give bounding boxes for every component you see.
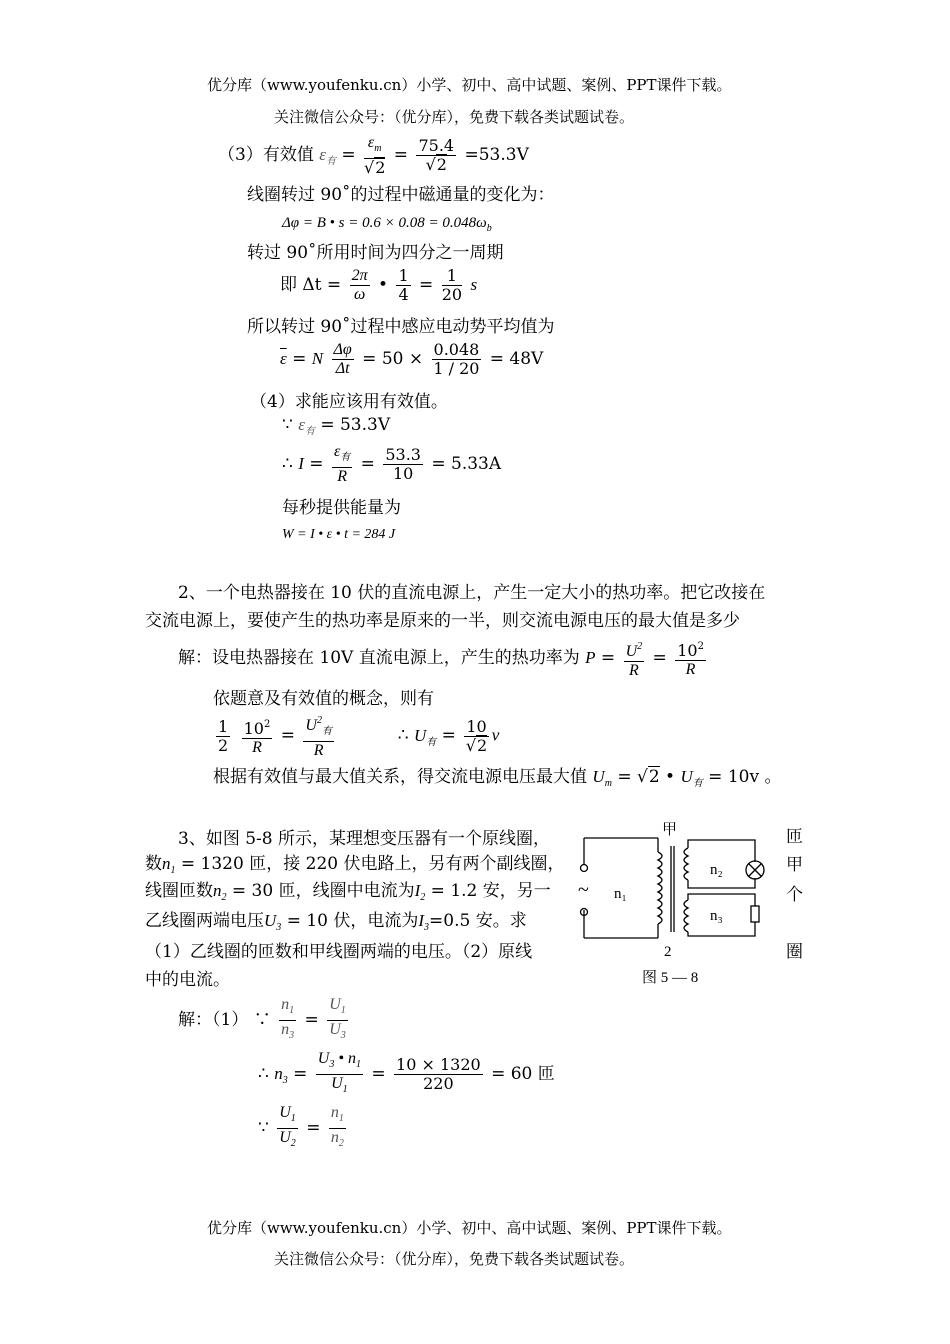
avg-result: = 48V: [489, 349, 544, 369]
label-ac: ~: [578, 879, 589, 901]
q3-line-6: 中的电流。: [145, 970, 230, 990]
q3-n3-numerator: 10 × 1320: [396, 1055, 481, 1074]
q2-line-1: 2、一个电热器接在 10 伏的直流电源上，产生一定大小的热功率。把它改接在: [178, 583, 766, 603]
q3-line-1: 3、如图 5-8 所示，某理想变压器有一个原线圈，: [178, 829, 550, 849]
q2-solution-line-2: 依题意及有效值的概念，则有: [213, 689, 434, 709]
q3-n3-result: = 60 匝: [491, 1064, 555, 1084]
q2-vmax-result: = 10v 。: [708, 767, 782, 787]
avg-mid: = 50 ×: [362, 349, 424, 369]
time-n2: 1: [398, 266, 409, 285]
p3-label: （3）有效值: [218, 145, 314, 165]
terminal-top: [581, 865, 588, 872]
avg-text: 所以转过 90˚过程中感应电动势平均值为: [247, 317, 555, 337]
q3-line-4: 乙线圈两端电压$U_3 = 10$ 伏，电流为$I_3=0.5$ 安。求: [145, 911, 527, 933]
header-line-1: 优分库（www.youfenku.cn）小学、初中、高中试题、案例、PPT课件下载。: [207, 76, 732, 94]
label-2: 2: [664, 944, 672, 960]
p4-text: （4）求能应该用有效值。: [250, 392, 448, 412]
label-n3: n₃: [710, 908, 723, 924]
q3-line-3: 线圈匝数$n_2 = 30$ 匝，线圈中电流为$I_2 = 1.2$ 安，另一: [145, 881, 551, 903]
q3-right-char-3: 个: [786, 885, 803, 905]
p3-result: =53.3V: [464, 145, 529, 165]
q2-solution-line-1: 解：设电热器接在 10V 直流电源上，产生的热功率为 P = $\frac{U^2}{R}$ = $\frac{10^2}{R}$: [178, 636, 709, 680]
effective-value-eq: （3）有效值 $\varepsilon_有$ = $\frac{\varepsilon_m}{√2}$ = $\frac{75.4}{√2}$ =53.3V: [218, 134, 529, 177]
p4-eq1: ∵ $\varepsilon_有 = 53.3V$: [282, 415, 391, 437]
time-prefix: 即 Δt =: [280, 275, 342, 295]
p3-numerator: 75.4: [418, 136, 455, 155]
avg-eq: $\overline{\varepsilon} = N$ $\frac{\Delta\varphi}{\Delta t}$ = 50 × $\frac{0.048}{1 / 20}$ = 48V: [280, 340, 544, 378]
header-line-2: 关注微信公众号：（优分库），免费下载各类试题试卷。: [274, 108, 635, 126]
q3-sol-eq3: ∵ $\frac{U_1}{U_2}$ = $\frac{n_1}{n_2}$: [258, 1104, 344, 1149]
q3-right-char-4: 圈: [786, 942, 803, 962]
q3-right-char-1: 匝: [786, 827, 803, 847]
time-d3: 20: [441, 285, 463, 304]
label-n1: n₁: [614, 886, 627, 902]
q3-line3b: = 30 匝，线圈中电流为: [231, 881, 415, 901]
footer-line-1: 优分库（www.youfenku.cn）小学、初中、高中试题、案例、PPT课件下载。: [207, 1219, 732, 1237]
flux-text: 线圈转过 90˚的过程中磁通量的变化为：: [247, 185, 555, 205]
time-n1: 2π: [351, 267, 368, 284]
label-top: 甲: [662, 822, 678, 838]
q3-sol-eq2: ∴ $n_3$ = $\frac{U_3 • n_1}{U_1}$ = $\frac{10 \times 1320}{220}$ = 60 匝: [258, 1050, 555, 1095]
time-n3: 1: [442, 267, 462, 286]
primary-coil: [658, 852, 662, 924]
time-d2: 4: [398, 285, 409, 304]
p4-result: = 5.33A: [431, 454, 502, 474]
p4-n2: 53.3: [385, 445, 421, 464]
q3-line3a: 线圈匝数: [145, 881, 213, 901]
p4-eq2: ∴ I = $\frac{\varepsilon_有}{R}$ = $\frac{53.3}{10}$ = 5.33A: [282, 443, 502, 485]
time-text: 转过 90˚所用时间为四分之一周期: [247, 243, 504, 263]
avg-d2: 1 / 20: [433, 359, 480, 378]
q3-line4b: = 10 伏，电流为: [286, 911, 419, 931]
q3-line4a: 乙线圈两端电压: [145, 911, 264, 931]
q2-line-2: 交流电源上，要使产生的热功率是原来的一半，则交流电源电压的最大值是多少: [145, 611, 740, 631]
figure-caption: 图 5 — 8: [642, 970, 699, 986]
q3-line4c: =0.5 安。求: [429, 911, 527, 931]
q2-sol-text-3: 根据有效值与最大值关系，得交流电源电压最大值: [213, 767, 587, 787]
resistor-icon: [751, 906, 759, 922]
q3-right-char-2: 甲: [786, 855, 803, 875]
q3-line2a: 数: [145, 854, 162, 874]
transformer-diagram: [570, 820, 780, 1000]
q2-solution-line-3: 根据有效值与最大值关系，得交流电源电压最大值 $U_m = √2$ • $U_有 = 10v$ 。: [213, 767, 782, 789]
footer-line-2: 关注微信公众号：（优分库），免费下载各类试题试卷。: [274, 1250, 635, 1268]
time-d1: ω: [353, 286, 366, 303]
q2-power-eq: $\frac{1}{2}$ $\frac{10^2}{R}$ = $\frac{U^2_有}{R}$ ∴ $U_有$ = $\frac{10}{√2}$ v: [213, 712, 499, 765]
q3-line2b: = 1320 匝，接 220 伏电路上，另有两个副线圈，: [180, 854, 565, 874]
q3-line-2: 数$n_1 = 1320$ 匝，接 220 伏电路上，另有两个副线圈，: [145, 854, 565, 876]
flux-eq: Δφ = B • $s = 0.6 \times 0.08 = 0.048\omega_b$: [282, 215, 492, 234]
q3-sol-eq1: 解：（1） ∵ $\frac{n_1}{n_3}$ = $\frac{U_1}{U_3}$: [178, 996, 346, 1041]
label-n2: n₂: [710, 862, 723, 878]
q3-sol-label: 解：（1）: [178, 1010, 249, 1030]
p4-d2: 10: [392, 464, 414, 483]
avg-n2: 0.048: [433, 340, 480, 359]
q3-line-5: （1）乙线圈的匝数和甲线圈两端的电压。（2）原线: [145, 942, 533, 962]
time-eq: 即 Δt = $\frac{2\pi}{\omega}$ • $\frac{1}{4}$ = $\frac{1}{20}$ s: [280, 266, 478, 304]
p4-eq1-value: = 53.3V: [320, 415, 391, 435]
q2-sol-text-1: 解：设电热器接在 10V 直流电源上，产生的热功率为: [178, 648, 580, 668]
secondary-coil-n3: [684, 900, 688, 932]
energy-eq: W = I • ε • t = 284 J: [282, 527, 396, 542]
q3-line3c: = 1.2 安，另一: [430, 881, 551, 901]
q3-n3-denominator: 220: [423, 1074, 454, 1093]
secondary-coil-n2: [684, 848, 688, 880]
energy-text: 每秒提供能量为: [282, 498, 401, 518]
flux-eq-text: Δφ = B • s = 0.6 × 0.08 = 0.048ω: [282, 215, 487, 231]
time-unit: s: [470, 275, 478, 294]
